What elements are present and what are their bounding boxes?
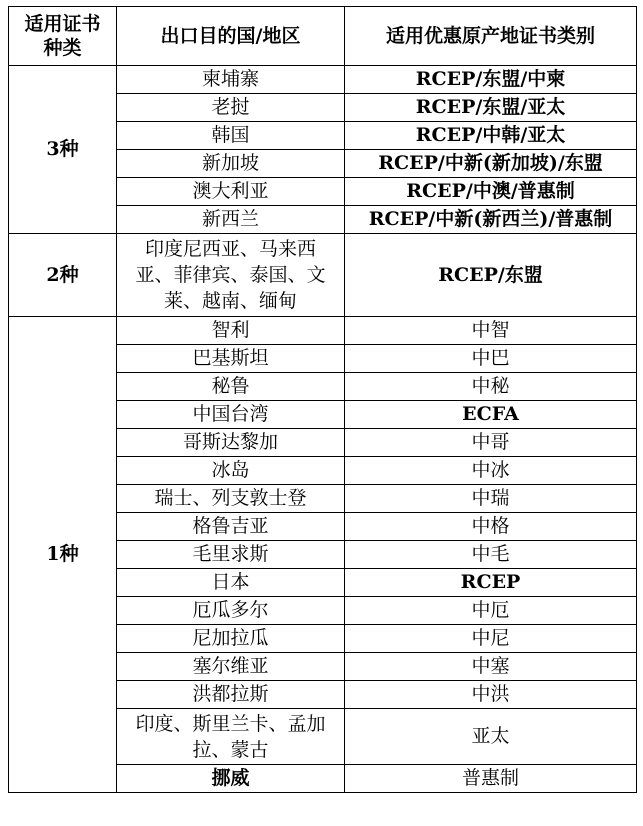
- certificate-table: [8, 6, 637, 793]
- country-cell: 秘鲁: [117, 373, 345, 401]
- country-cell: 印度尼西亚、马来西亚、菲律宾、泰国、文莱、越南、缅甸: [117, 234, 345, 317]
- cert-cell: 中哥: [345, 429, 637, 457]
- country-cell: 洪都拉斯: [117, 681, 345, 709]
- header-cert-types: 适用优惠原产地证书类别: [345, 7, 637, 66]
- cert-cell: RCEP/中澳/普惠制: [345, 178, 637, 206]
- cert-cell: 中瑞: [345, 485, 637, 513]
- table-row: [9, 317, 637, 345]
- cert-cell: 中巴: [345, 345, 637, 373]
- category-cell: 3种: [9, 66, 117, 234]
- country-cell: 澳大利亚: [117, 178, 345, 206]
- country-cell: 柬埔寨: [117, 66, 345, 94]
- cert-cell: 中格: [345, 513, 637, 541]
- country-cell: 冰岛: [117, 457, 345, 485]
- category-cell: 1种: [9, 317, 117, 793]
- country-cell: 中国台湾: [117, 401, 345, 429]
- header-destination: 出口目的国/地区: [117, 7, 345, 66]
- country-cell: 挪威: [117, 765, 345, 793]
- country-cell: 厄瓜多尔: [117, 597, 345, 625]
- country-cell: 新加坡: [117, 150, 345, 178]
- cert-cell: RCEP/中新(新西兰)/普惠制: [345, 206, 637, 234]
- country-cell: 塞尔维亚: [117, 653, 345, 681]
- country-cell: 尼加拉瓜: [117, 625, 345, 653]
- country-cell: 韩国: [117, 122, 345, 150]
- country-cell: 智利: [117, 317, 345, 345]
- header-row: [9, 7, 637, 66]
- cert-cell: 中尼: [345, 625, 637, 653]
- country-cell: 毛里求斯: [117, 541, 345, 569]
- cert-cell: 中塞: [345, 653, 637, 681]
- country-cell: 瑞士、列支敦士登: [117, 485, 345, 513]
- category-cell: 2种: [9, 234, 117, 317]
- cert-cell: 中毛: [345, 541, 637, 569]
- cert-cell: RCEP: [345, 569, 637, 597]
- cert-cell: RCEP/东盟/亚太: [345, 94, 637, 122]
- cert-cell: 中秘: [345, 373, 637, 401]
- cert-cell: 中洪: [345, 681, 637, 709]
- country-cell: 老挝: [117, 94, 345, 122]
- cert-cell: RCEP/东盟/中柬: [345, 66, 637, 94]
- country-cell: 日本: [117, 569, 345, 597]
- cert-cell: 亚太: [345, 709, 637, 765]
- cert-cell: RCEP/中新(新加坡)/东盟: [345, 150, 637, 178]
- table-row: [9, 234, 637, 317]
- cert-cell: RCEP/东盟: [345, 234, 637, 317]
- cert-cell: ECFA: [345, 401, 637, 429]
- header-cert-count: 适用证书种类: [9, 7, 117, 66]
- cert-cell: 中厄: [345, 597, 637, 625]
- cert-cell: 普惠制: [345, 765, 637, 793]
- table-row: [9, 66, 637, 94]
- country-cell: 格鲁吉亚: [117, 513, 345, 541]
- cert-cell: 中冰: [345, 457, 637, 485]
- cert-cell: RCEP/中韩/亚太: [345, 122, 637, 150]
- country-cell: 哥斯达黎加: [117, 429, 345, 457]
- country-cell: 巴基斯坦: [117, 345, 345, 373]
- country-cell: 印度、斯里兰卡、孟加拉、蒙古: [117, 709, 345, 765]
- cert-cell: 中智: [345, 317, 637, 345]
- country-cell: 新西兰: [117, 206, 345, 234]
